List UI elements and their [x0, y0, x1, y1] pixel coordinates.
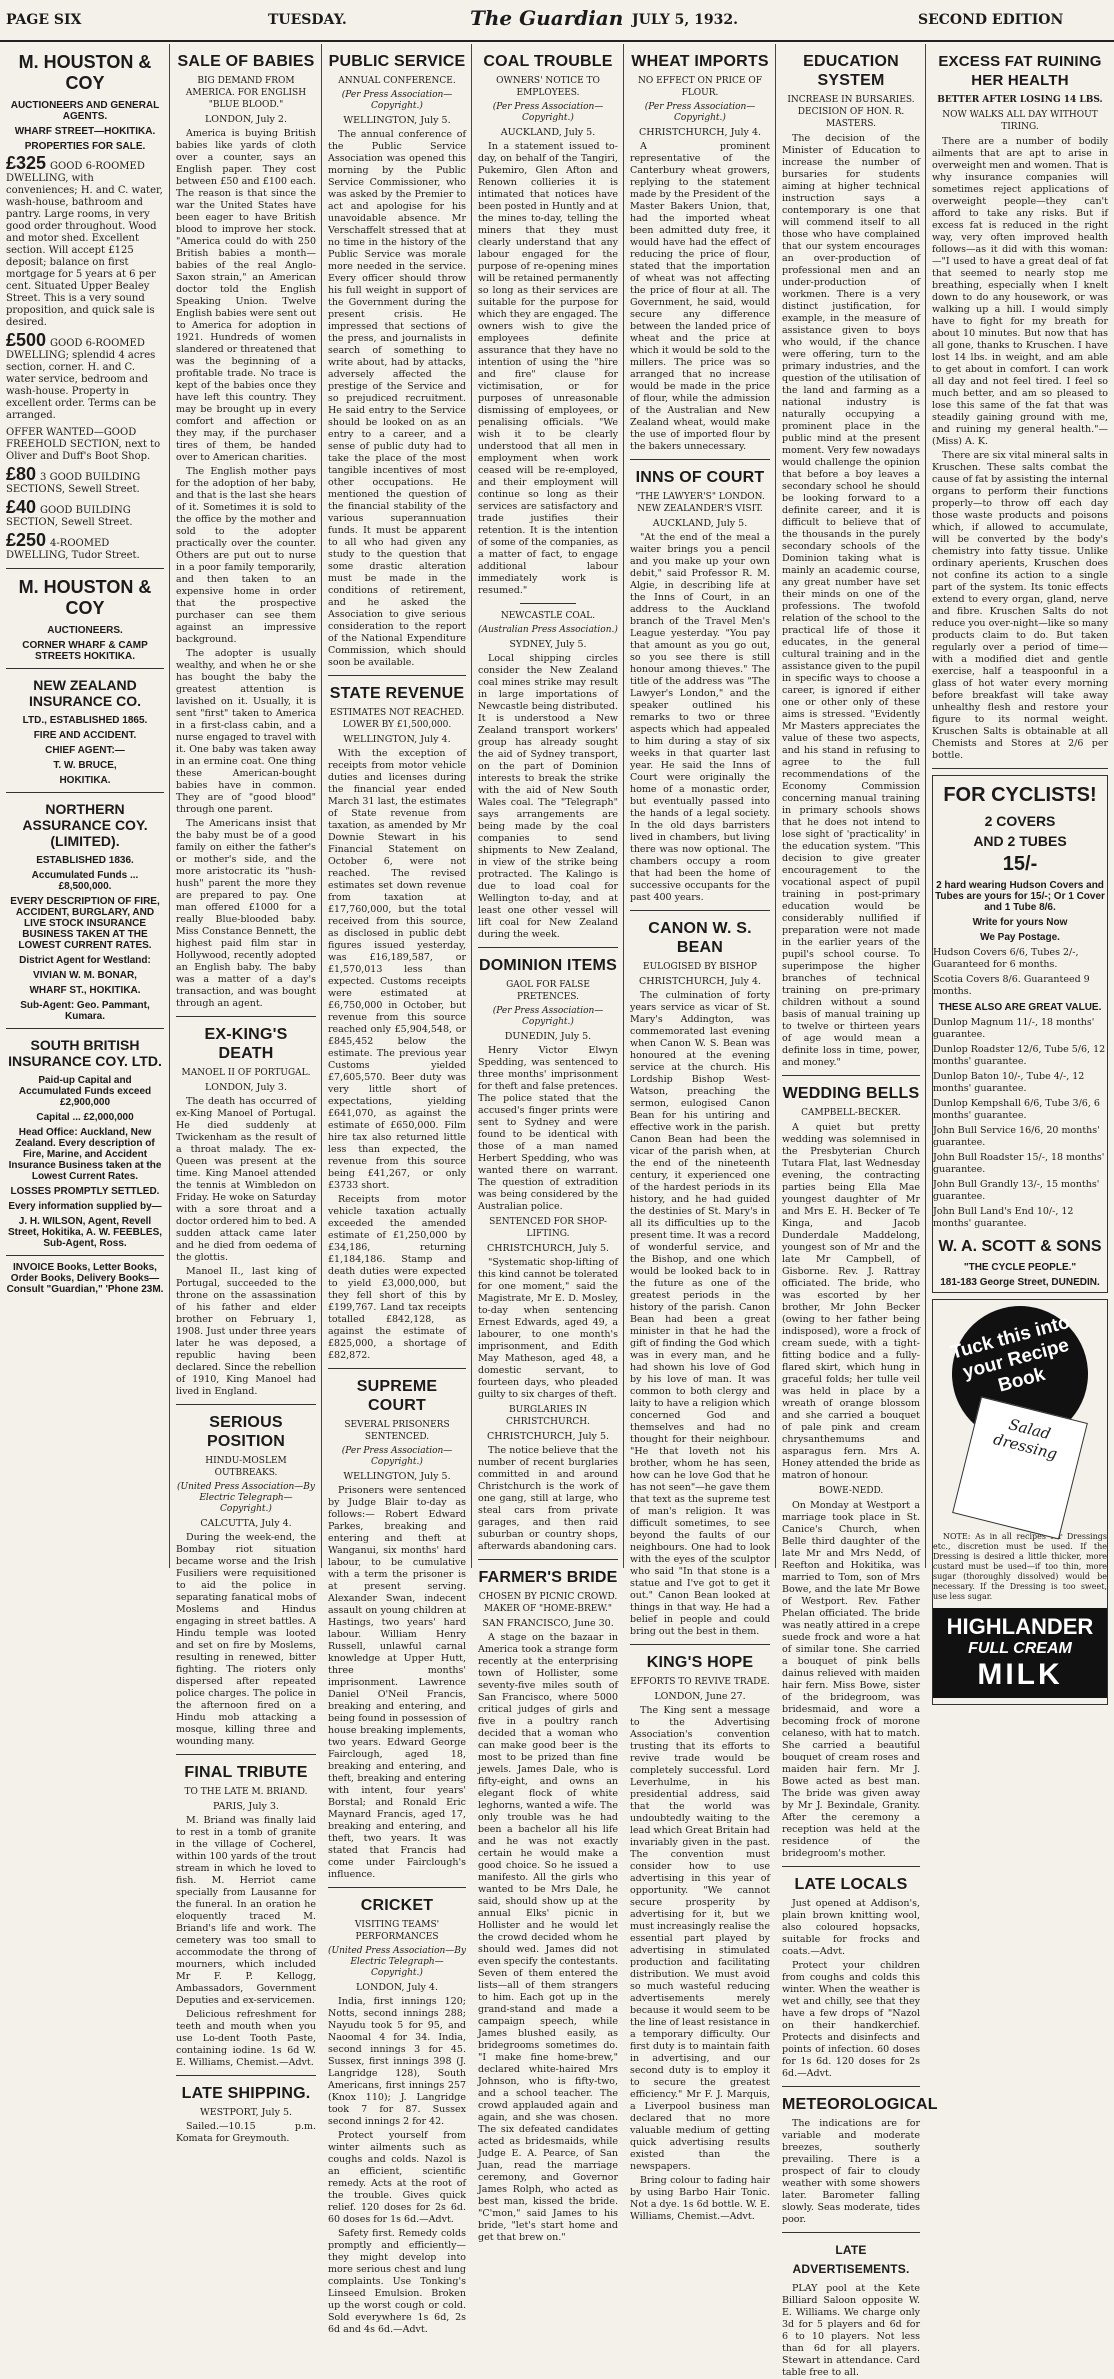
column-6: [776, 44, 938, 2378]
article-body: America is buying British babies like yards of cloth over a counter, says an English paper. They cost between £50 and £100 each. The reason is that since the war the United States have been eager to have British blood to improve her stock. "America could do with 250 British babies a month—babies of the real Anglo-Saxon strain," an American doctor told the English Speaking Union. Twelve English babies were sent out to America for adoption in 1921. Hundreds of women slandered or threatened that was the beginning of a profitable trade. No trace is kept of the babies once they have left this country. They may be brought up in every comfort and affection or they may, if the purchaser tires of them, be handed over to American charities.: [176, 128, 316, 463]
article-heading: SUPREME COURT: [356, 1378, 438, 1414]
highlander-milk: MILK: [977, 1658, 1063, 1691]
ad-text: THESE ALSO ARE GREAT VALUE.: [938, 1002, 1102, 1013]
article-body: The King sent a message to the Advertising Association's convention trusting that its efforts to revive trade would be completely successful. Lord Leverhulme, in his presidential address, said that the world was undoubtedly waiting to the lead which Great Britain had invariably given in the past. The convention must consider how to use advertising in this year of opportunity. "We cannot secure prosperity by advertising for it, but we must increasingly realise the essential part played by advertising in stimulated production and facilitating distribution. We must avoid so much wasteful reducing advertisements merely because it would seem to be the line of least resistance in a temporary difficulty. Our first duty is to maintain faith in advertising, and our second duty is to employ it to secure the greatest efficiency." Mr F. J. Marquis, a Liverpool business man declared that no more valuable medium of getting quick advertising results existed than the newspapers.: [630, 1705, 770, 2172]
price-item: Dunlop Roadster 12/6, Tube 5/6, 12 months' guarantee.: [933, 1044, 1106, 1067]
column-4: [472, 44, 624, 2243]
ad-text: VIVIAN W. M. BONAR,: [33, 970, 137, 981]
ad-text: 2 hard wearing Hudson Covers and Tubes are yours for 15/-; Or 1 Cover and 1 Tube 8/6.: [935, 880, 1105, 913]
press-credit: (Per Press Association— Copyright.): [644, 102, 756, 123]
ad-text: 181-183 George Street, DUNEDIN.: [940, 1277, 1100, 1288]
article-body: Receipts from motor vehicle taxation actually exceeded the amended estimate of £1,250,000 by £34,186, returning £1,184,186. Stamp and death duties were expected to yield £3,000,000, but they fell short of this by £199,767. Land tax receipts totalled £842,128, as against the estimate of £825,000, a shortage of £82,872.: [328, 1194, 466, 1361]
article-subheading: TO THE LATE M. BRIAND.: [184, 1787, 308, 1797]
property-text: GOOD 6-ROOMED DWELLING, with conveniences; H. and C. water, wash-house, bathroom and pantry. Large rooms, in very good order throughout. Wood and motor shed. Excellent section. Will accept £125 deposit; balance on first mortgage for 5 years at 6 per cent. Situated Upper Bealey Street. This is a very sound proposition, and quick sale is desired.: [6, 161, 163, 328]
ad-text: LOSSES PROMPTLY SETTLED.: [10, 1186, 160, 1197]
property-text: GOOD BUILDING SECTION, Sewell Street.: [6, 505, 133, 528]
price-item: John Bull Roadster 15/-, 18 months' guarantee.: [933, 1152, 1105, 1175]
article-heading: CANON W. S. BEAN: [648, 920, 752, 956]
article-body: The annual conference of the Public Service Association was opened this morning by the Public Service Commissioner, who was asked by the Premier to act and apologise for his unavoidable absence. Mr Verschaffelt stressed that at no time in the history of the Public Service was morale more needed in the service. Every officer should throw his full weight in support of the Government during the present crisis. He impressed that sections of the press, and journalists in search of something to write about, had by attacks, adversely affected the prestige of the Service and so prejudiced recruitment. He said entry to the Service should be looked on as an entry to a career, and a sense of public duty had to take the place of the most tangible incentives of most other occupations. He mentioned the question of the financial stability of the various superannuation funds. It must be apparent to all who had given any study to the question that some drastic alteration must be made in the conditions of retirement, and he asked the Association to give serious consideration to the report of the National Expenditure Commission, which should soon be available.: [328, 129, 466, 668]
dateline: CALCUTTA, July 4.: [200, 1518, 292, 1529]
column-3: [322, 44, 472, 2335]
article-body: The adopter is usually wealthy, and when he or she has bought the baby the greatest attention is lavished on it. Usually, it is sent "first" taken to America in a first-class cabin, and a nurse engaged to travel with it. One baby was taken away in an ermine coat. One thing these American-bought babies have in common. They are of "good blood" through one parent.: [176, 648, 316, 815]
property-price: £80: [6, 464, 37, 484]
ad-text: PROPERTIES FOR SALE.: [24, 141, 146, 152]
column-1: [0, 44, 170, 1568]
ad-text: AUCTIONEERS AND GENERAL AGENTS.: [10, 100, 160, 122]
masthead: [0, 0, 1114, 42]
ad-text: Paid-up Capital and Accumulated Funds exceed £2,900,000: [18, 1075, 152, 1108]
press-credit: (Per Press Association— Copyright.): [492, 102, 604, 123]
press-credit: (Per Press Association— Copyright.): [341, 90, 453, 111]
property-listing: [6, 497, 164, 529]
ad-text: WHARF STREET—HOKITIKA.: [14, 126, 156, 137]
ad-text: Capital ... £2,000,000: [36, 1112, 134, 1123]
article-body: The English mother pays for the adoption of her baby, and that is the last she hears of it. Sometimes it is sold to the office by the mother and sold to the adopter practically over the counter. Others are put out to nurse in a poor family temporarily, and then taken to an expensive home in order that the prospective purchaser can see them against an impressive background.: [176, 466, 316, 645]
property-listing: [6, 530, 164, 562]
press-credit: (Per Press Association— Copyright.): [341, 1446, 453, 1467]
article-subheading: SEVERAL PRISONERS SENTENCED.: [344, 1420, 450, 1442]
article-heading: WEDDING BELLS: [782, 1085, 920, 1102]
price-item: John Bull Service 16/6, 20 months' guarantee.: [933, 1125, 1100, 1148]
ad-price: 15/-: [1002, 853, 1038, 875]
article-subheading: ANNUAL CONFERENCE.: [338, 76, 456, 86]
article-heading: LATE SHIPPING.: [181, 2085, 311, 2102]
article-body: India, first innings 120; Notts, second innings 288; Nayudu took 5 for 95, and Naoomal 4 for 34. India, second innings 3 for 45. Sussex, first innings 398 (J. Langridge 128), South Americans, first innings 257 (Knox 110); J. Langridge took 7 for 87. Sussex second innings 2 for 42.: [328, 1996, 466, 2127]
press-credit: (United Press Association—By Electric Telegraph—Copyright.): [328, 1946, 466, 1978]
ad-text: T. W. BRUCE,: [53, 760, 117, 771]
south-british-heading: SOUTH BRITISH INSURANCE COY. LTD.: [8, 1037, 162, 1069]
article-subheading: BOWE-NEDD.: [818, 1486, 884, 1496]
highlander-brand: HIGHLANDER: [946, 1614, 1094, 1639]
article-heading: CRICKET: [360, 1897, 434, 1914]
issue-date: JULY 5, 1932.: [632, 12, 738, 28]
article-body: The Americans insist that the baby must be of a good family on either the father's or mother's side, and the more aristocratic its "hush-hush" parent the more they are prepared to pay. One man offered £1000 for a really Blue-blooded baby. Miss Constance Bennett, the highest paid film star in Hollywood, recently adopted an English baby. The baby was a matter of a day's transaction, and was bought through an agent.: [176, 818, 316, 1009]
article-body: "Systematic shop-lifting of this kind cannot be tolerated for one moment," said the Magistrate, Mr E. D. Mosley, to-day when sentencing Ernest Edwards, aged 49, a labourer, to one month's imprisonment, and Edith May Matheson, aged 48, a domestic servant, to fourteen days, who pleaded guilty to six charges of theft.: [478, 1257, 618, 1400]
article-heading: PUBLIC SERVICE: [328, 53, 466, 70]
article-heading: WHEAT IMPORTS: [631, 53, 769, 70]
dateline: WELLINGTON, July 5.: [343, 115, 451, 126]
article-body: The death has occurred of ex-King Manoel of Portugal. He died suddenly at Twickenham as the result of a throat malady. The ex-Queen was present at the time. King Manoel attended the tennis at Wimbledon on Friday. He woke on Saturday with a sore throat and a doctor ordered him to bed. A sudden attack came later and he died from oedema of the glottis.: [176, 1096, 316, 1263]
ad-text: Every information supplied by—: [8, 1201, 162, 1212]
article-subheading: SENTENCED FOR SHOP-LIFTING.: [489, 1217, 607, 1239]
cyclists-advert: [932, 775, 1108, 1293]
advert-text: Safety first. Remedy colds promptly and efficiently—they might develop into more serious chest and lung complaints. Use Tonking's Linseed Emulsion. Broken up the worst cough or cold. Sold everywhere 1s 6d, 2s 6d and 4s 6d.—Advt.: [328, 2228, 466, 2335]
property-text: 4-ROOMED DWELLING, Tudor Street.: [6, 538, 140, 561]
article-subheading: CAMPBELL-BECKER.: [801, 1108, 901, 1118]
article-subheading: EULOGISED BY BISHOP: [643, 962, 757, 972]
article-heading: SERIOUS POSITION: [206, 1414, 286, 1450]
article-heading: LATE LOCALS: [794, 1876, 908, 1893]
ad-text: ESTABLISHED 1836.: [36, 855, 134, 866]
property-listing: OFFER WANTED—GOOD FREEHOLD SECTION, next to Oliver and Duff's Boot Shop.: [6, 427, 161, 462]
ad-text: HOKITIKA.: [59, 775, 111, 786]
property-text: 3 GOOD BUILDING SECTIONS, Sewell Street.: [6, 472, 141, 495]
article-subheading: BURGLARIES IN CHRISTCHURCH.: [506, 1405, 590, 1427]
issue-day: TUESDAY.: [268, 12, 347, 28]
ad-text: 2 COVERS: [984, 813, 1056, 829]
ad-text: Head Office: Auckland, New Zealand. Every description of Fire, Marine, and Accident Insurance Business taken at the Lowest Current Rates.: [8, 1127, 162, 1182]
advert-text: There are six vital mineral salts in Kruschen. These salts combat the cause of fat by assisting the internal organs to perform their functions properly—to throw off each day those waste products and poisons which, if allowed to accumulate, will be converted by the body's chemistry into fatty tissue. Unlike ordinary aperients, Kruschen does not confine its action to a single part of the system. Its tonic effects extend to every organ, gland, nerve and fibre. Kruschen Salts do not reduce you over-night—like so many products claim to do. But taken regularly over a period of time—with a modified diet and gentle exercise, half a teaspoonful in a glass of hot water every morning before breakfast will take away unhealthy flesh and restore your figure to its normal weight. Kruschen Salts is obtainable at all Chemists and Stores at 2/6 per bottle.: [932, 450, 1108, 761]
article-body: A prominent representative of the Canterbury wheat growers, replying to the statement made by the President of the Master Bakers Union, that, had the imported wheat been admitted duty free, it would have had the effect of reducing the price of flour, stated that the importation of wheat was not affecting the price of flour at all. The Government, he said, would secure any difference between the landed price of wheat and the price at which it would be sold to the millers. The price was so arranged that no increase would be made in the price of flour, while the admission of the Australian and New Zealand wheat, would make the use of imported flour by the bakers unnecessary.: [630, 141, 770, 452]
column-2: [170, 44, 322, 2144]
article-body: In a statement issued to-day, on behalf of the Tangiri, Pukemiro, Glen Afton and Renown collieries it is intimated that notices have been posted in Huntly and at the mines to-day, telling the miners that they must clearly understand that any labour engaged for the purpose of re-opening mines will be retained permanently so long as their services are suitable for the purpose for which they are engaged. The owners wish to give the employees definite assurance that they have no intention of using the "hire and fire" clause for victimisation, or for purposes of unreasonable dismissing of employees, or penalising officials. "We wish it to be clearly understood that all men in employment when work ceased will be re-employed, and their employment will continue so long as their services are satisfactory and trade justifies their retention. It is the intention of some of the companies, as a matter of fact, to engage additional labour immediately work is resumed.": [478, 141, 618, 596]
price-item: Dunlop Kempshall 6/6, Tube 3/6, 6 months' guarantee.: [933, 1098, 1100, 1121]
article-body: Prisoners were sentenced by Judge Blair to-day as follows:— Robert Edward Parkes, breaking and entering and theft at Wanganui, six months' hard labour, to be cumulative with a term the prisoner is at present serving. Alexander Swan, indecent assault on young children at Hastings, two years' hard labour. William Henry Russell, unlawful carnal knowledge at Upper Hutt, three months' imprisonment. Lawrence Daniel O'Neil Francis, breaking and entering, and being found in possession of house breaking implements, two years. Edward George Fairclough, aged 18, breaking and entering, and theft, breaking and entering with intent, four years' Borstal; and Ronald Eric Maynard Francis, aged 17, breaking and entering, and theft, two years. It was stated that Francis had come under Fairclough's influence.: [328, 1485, 466, 1880]
article-subheading: NEWCASTLE COAL.: [500, 611, 596, 621]
article-subheading: GAOL FOR FALSE PRETENCES.: [506, 980, 590, 1002]
article-body: The notice believe that the number of recent burglaries committed in and around Christchurch is the work of one gang, still at large, who steal cars from private garages, and then raid suburban or country shops, afterwards abandoning cars.: [478, 1445, 618, 1552]
ad-text: CHIEF AGENT:—: [45, 745, 125, 756]
article-body: With the exception of receipts from motor vehicle duties and licenses during the financial year ended March 31 last, the estimates of State revenue from taxation, as amended by Mr Downie Stewart in his Financial Statement on October 6, were not reached. The revised estimates set down revenue from taxation at £17,760,000, but the total received from this source, as disclosed in public debt figures issued yesterday, was £16,189,587, or £1,570,013 less than expected. Customs receipts were estimated at £6,750,000 in October, but revenue from this source reached only £5,904,548, or £845,452 below the estimate. The previous year Customs yielded £7,605,570. Beer duty was very little short of expectations, yielding £641,070, as against the estimate of £650,000. Film hire tax also returned little less than expected, the revenue from this source being £41,267, or only £3733 short.: [328, 748, 466, 1191]
article-heading: FARMER'S BRIDE: [478, 1569, 618, 1586]
dateline: CHRISTCHURCH, July 5.: [486, 1243, 610, 1254]
price-item: Hudson Covers 6/6, Tubes 2/-, Guaranteed for 6 months.: [933, 947, 1079, 970]
property-listing: [6, 464, 164, 496]
advert-text: Bring colour to fading hair by using Barbo Hair Tonic. Not a dye. 1s 6d bottle. W. E. Williams, Chemist.—Advt.: [630, 2175, 770, 2222]
article-body: The decision of the Minister of Education to increase the number of bursaries for students aiming at higher technical instruction says a contemporary is one that will commend itself to all those who have complained that our system encourages an over-production of professional men and an under-production of workmen. There is a very distinct justification, for example, in the measure of assistance given to boys who would, if the chance were offering, turn to the primary industries, and the question of the utilisation of the land and farming as a national industry is naturally occupying a prominent place in the public mind at the present moment. Very few nowadays would challenge the opinion that before a boy leaves a secondary school he should be looking forward to a definite career, and it is difficult to believe that of the thousands in the purely secondary schools of the Dominion taking what is mainly an academic course, any great number have set their minds on one of the professions. The twofold relation of the school to the practical life of those it educates, in the general cultural training and in the assistance given to the pupil in specific ways to choose a career, is ignored if either one or other only of these aims is stressed. "Evidently Mr Masters appreciates the value of these two aspects, and his stand in refusing to agree to the full recommendations of the Economy Commission concerning manual training in primary schools shows that he does not intend to lose sight of 'practicality' in the education system. "This decision to give greater encouragement to the vocational aspect of pupil training in post-primary education would be considerably nullified if preparation were not made in the earlier years of the pupil's school course. To superimpose the higher branches of technical training on pre-primary children without a sound basis of manual training up to twelve or thirteen years of age would mean a definite loss in time, power, and money.": [782, 133, 920, 1068]
advert-text: Protect yourself from winter ailments such as coughs and colds. Nazol is an efficient, scientific remedy. Acts at the root of the trouble. Gives quick relief. 120 doses for 2s 6d. 60 doses for 1s 6d.—Advt.: [328, 2130, 466, 2225]
article-subheading: BETTER AFTER LOSING 14 LBS.: [937, 95, 1103, 105]
dateline: WELLINGTON, July 4.: [343, 734, 451, 745]
dateline: AUCKLAND, July 5.: [652, 518, 748, 529]
highlander-type: FULL CREAM: [968, 1640, 1072, 1657]
advert-text: Protect your children from coughs and colds this winter. When the weather is wet and chilly, see that they have a few drops of "Nazol on their handkerchief. Protects and disinfects and points of infection. 60 doses for 1s 6d. 120 doses for 2s 6d.—Advt.: [782, 1960, 920, 2079]
price-item: Dunlop Baton 10/-, Tube 4/-, 12 months' guarantee.: [933, 1071, 1085, 1094]
article-heading: COAL TROUBLE: [483, 53, 613, 70]
article-body: During the week-end, the Bombay riot situation became worse and the Irish Fusiliers were requisitioned to aid the police in separating fanatical mobs of Moslems and Hindus engaging in street battles. A Hindu temple was looted and set on fire by Moslems, resulting in renewed, bitter fighting. The rioters only dispersed after repeated police charges. The police in the afternoon fired on a Hindu mob attacking a mosque, killing three and wounding many.: [176, 1532, 316, 1747]
ad-text: "THE CYCLE PEOPLE.": [963, 1262, 1077, 1273]
article-body: M. Briand was finally laid to rest in a tomb of granite in the village of Cocherel, within 100 yards of the trout stream in which he loved to fish. M. Herriot came specially from Lausanne for the funeral. In an oration he eloquently traced M. Briand's life and work. The cemetery was too small to accommodate the throng of mourners, which included Mr F. P. Kellogg, Ambassadors, Government Deputies and ex-servicemen.: [176, 1815, 316, 2006]
press-credit: (Australian Press Association.): [478, 625, 618, 635]
article-body: The culmination of forty years service as vicar of St. Mary's Addington, was commemorated last evening when Canon W. S. Bean was honoured at the evening service at the church. His Lordship Bishop West-Watson, preaching the sermon, eulogised Canon Bean for his untiring and effective work in the parish. Canon Bean had been the vicar of the parish when, at the end of the nineteenth century, it experienced one of the hardest periods in its history, and he had guided the destinies of St. Mary's in all its difficulties up to the present time. It was a record of wonderful service, and the Bishop, and one which would be looked back to in the future as one of the greatest periods in the history of the parish. Canon Bean had been a great minister in that he had the gift of finding the God which was in every man, and he had shown his love of God by his love of man. It was common to both clergy and laity to have a religion which concerned God and themselves and had no thought for their neighbour. "He that loveth not his brother, whom he has seen, how can he love God that he has not seen"—he gave them that text as the supreme test of man's religion. It was difficult sometimes, to see beyond the faults of our neighbours. One had to look with the eyes of the sculptor who said "In that stone is a statue and I've got to get it out." Canon Bean looked at things in that way. He had a belief in people and could bring out the best in them.: [630, 990, 771, 1637]
ad-text: FIRE AND ACCIDENT.: [33, 730, 137, 741]
article-body: A stage on the bazaar in America took a strange form recently at the enterprising town of Hollister, some seventy-five miles south of San Francisco, where 5000 critical judges of girls and five in a poultry ranch decided that a woman who can make good beer is the most to be prized than fine jewels. James Dale, who is fifty-eight, and owns an elegant flock of white leghorns, wanted a wife. The only trouble was he had been a bachelor all his life and he was not exactly certain he would make a good choice. So he issued a manifesto. All the girls who wanted to be Mrs Dale, he said, should show up at the annual Elks' picnic in Hollister and he would let the crowd decided whom he should wed. James did not even specify the contestants. Seven of them entered the lists—all of them strangers to him. Each got up in the grand-stand and made a campaign speech, while James blushed easily, as bridegrooms sometimes do. "I make fine home-brew," declared white-haired Mrs Johnson, who is fifty-two, and a school teacher. The crowd applauded again and again, and she was chosen. The six defeated candidates acted as bridesmaids, while Judge E. A. Pearce, of San Juan, read the marriage ceremony, and Governor James Rolph, who acted as best man, kissed the bride. "C'mon," said James to his bride, "let's start home and get that brew on.": [478, 1632, 618, 2243]
article-body: Sailed.—10.15 p.m. Komata for Greymouth.: [176, 2121, 316, 2144]
article-body: On Monday at Westport a marriage took place in St. Canice's Church, when Belle third daughter of the late Mr and Mrs Nedd, of Reefton and Hokitika, was married to Tom, son of Mrs Bowe, and the late Mr Bowe of Westport. Rev. Father Phelan officiated. The bride was neatly attired in a crepe suede frock and wore a hat of similar tone. She carried a bouquet of pink bells dainus relieved with maiden hair fern. Miss Bowe, sister of the bridegroom, was bridesmaid, and wore a becoming frock of morone celaneso, with hat to match. She carried a beautiful bouquet of cream roses and maiden hair fern. Mr J. Bowe acted as best man. The bride was given away by Mr J. Bexindale, Granity. After the ceremony a reception was held at the residence of the bridegroom's mother.: [782, 1500, 920, 1859]
houston-heading-2: M. HOUSTON & COY: [18, 577, 152, 618]
ad-text: Sub-Agent: Geo. Pammant, Kumara.: [20, 1000, 150, 1022]
article-heading: STATE REVENUE: [329, 685, 465, 702]
article-subheading: CHOSEN BY PICNIC CROWD. MAKER OF "HOME-BREW.": [478, 1592, 618, 1614]
salad-card: Salad dressing: [952, 1396, 1088, 1539]
property-listing: [6, 330, 164, 422]
property-price: £500: [6, 330, 47, 350]
property-listing: [6, 153, 164, 329]
article-heading: EX-KING'S DEATH: [204, 1026, 288, 1062]
price-item: John Bull Grandly 13/-, 15 months' guarantee.: [933, 1179, 1100, 1202]
newspaper-title: The Guardian: [470, 6, 624, 30]
dateline: CHRISTCHURCH, July 4.: [638, 127, 762, 138]
ad-text: We Pay Postage.: [980, 932, 1060, 943]
ad-text: Write for yours Now: [972, 917, 1068, 928]
advert-text: PLAY pool at the Kete Billiard Saloon opposite W. E. Williams. We charge only 3d for 5 players and 6d for 6 to 10 players. Not less than 6d for all players. Stewart in attendance. Card table free to all.: [782, 2283, 920, 2378]
article-subheading: VISITING TEAMS' PERFORMANCES: [354, 1920, 440, 1942]
article-subheading: "THE LAWYER'S" LONDON. NEW ZEALANDER'S VISIT.: [635, 492, 765, 514]
dateline: SYDNEY, July 5.: [509, 639, 587, 650]
article-heading: INNS OF COURT: [635, 469, 765, 486]
dateline: LONDON, July 4.: [356, 1982, 438, 1993]
cyclists-heading: FOR CYCLISTS!: [943, 784, 1097, 806]
property-price: £250: [6, 530, 47, 550]
article-heading: KING'S HOPE: [646, 1654, 754, 1671]
ad-text: WHARF ST., HOKITIKA.: [29, 985, 141, 996]
article-subheading: OWNERS' NOTICE TO EMPLOYEES.: [496, 76, 600, 98]
advert-text: Just opened at Addison's, plain brown knitting wool, also coloured hopsacks, suitable for frocks and coats.—Advt.: [782, 1898, 920, 1957]
dateline: LONDON, July 3.: [205, 1082, 287, 1093]
recipe-note: NOTE: As in all recipes for Dressings etc., discretion must be used. If the Dressing is desired a little thicker, more custard must be used—if too thin, more sugar (thoroughly dissolved) would be necessary. If the Dressing is too sweet, use less sugar.: [933, 1532, 1107, 1601]
article-subheading: INCREASE IN BURSARIES. DECISION OF HON. R. MASTERS.: [787, 95, 915, 129]
ad-text: EVERY DESCRIPTION OF FIRE, ACCIDENT, BURGLARY, AND LIVE STOCK INSURANCE BUSINESS TAKEN AT THE LOWEST CURRENT RATES.: [10, 896, 160, 951]
houston-heading: M. HOUSTON & COY: [18, 52, 152, 93]
article-heading: LATE ADVERTISEMENTS.: [792, 2243, 910, 2276]
press-credit: (Per Press Association— Copyright.): [492, 1006, 604, 1027]
article-body: The indications are for variable and moderate breezes, southerly prevailing. There is a prospect of fair to cloudy weather with some showers later. Barometer falling slowly. Seas moderate, tides poor.: [782, 2118, 920, 2225]
ad-text: District Agent for Westland:: [19, 955, 151, 966]
article-heading: EDUCATION SYSTEM: [803, 53, 899, 89]
ad-text: CORNER WHARF & CAMP STREETS HOKITIKA.: [22, 640, 148, 662]
advert-text: Delicious refreshment for teeth and mouth when you use Lo-dent Tooth Paste, containing iodine. 1s 6d W. E. Williams, Chemist.—Advt.: [176, 2009, 316, 2068]
nz-insurance-heading: NEW ZEALAND INSURANCE CO.: [28, 677, 141, 709]
ad-text: J. H. WILSON, Agent, Revell Street, Hokitika, A. W. FEEBLES, Sub-Agent, Ross.: [7, 1216, 163, 1249]
article-body: Manoel II., last king of Portugal, succeeded to the throne on the assassination of his father and elder brother on February 1, 1908. Just under three years later he was deposed, a republic having been declared. Since the rebellion of 1910, King Manoel had lived in England.: [176, 1266, 316, 1397]
article-body: Henry Victor Elwyn Spedding, was sentenced to three months' imprisonment for theft and false pretences. The police stated that the accused's finger prints were sent to Sydney and were found to be identical with those of a man named Herbert Spedding, who was wanted there on warrant. The question of extradition was being considered by the Australian police.: [478, 1045, 618, 1212]
property-price: £40: [6, 497, 37, 517]
article-subheading: ESTIMATES NOT REACHED. LOWER BY £1,500,000.: [329, 708, 465, 730]
highlander-advert: [932, 1299, 1108, 1705]
dateline: LONDON, July 2.: [205, 114, 287, 125]
scott-heading: W. A. SCOTT & SONS: [938, 1238, 1102, 1255]
advert-text: There are a number of bodily ailments that are apt to arise in overweight men and women. That is why insurance companies will sometimes reject applications of overweight people—they can't afford to take any risks. But if excess fat is reduced in the right way, very often improved health follows—as it did with this woman:—"I used to have a great deal of fat that seemed to nearly stop me breathing, especially when I knelt down to do any housework, or was walking up a hill. I would simply have to fight for my breath for about 10 minutes. But now that has all gone, thanks to Kruschen. I have lost 14 lbs. in weight, and am able to get about in comfort. I can work all day and not feel tired. I feel so much better, and am so pleased to lose this same of the fat that was steadily gaining ground with me, and ruining my general health."—(Miss) A. K.: [932, 136, 1108, 447]
article-body: A quiet but pretty wedding was solemnised in the Presbyterian Church Tutara Flat, last Wednesday evening, the contracting parties being Ella Mae youngest daughter of Mr and Mrs E. H. Becker of Te Kinga, and Jacob Dunderdale Maddelong, youngest son of Mr and the late Mr Campbell, of Gisborne. Rev. J. Rattray officiated. The bride, who was escorted by her brother, Mr John Becker (owing to her father being indisposed), wore a frock of cream suede, with a tight-fitting bodice and a fully-flared skirt, which hung in graceful folds; her tulle veil was held in place by a wreath of orange blossom and she carried a bouquet of pale pink and cream chrysanthemums and asparagus fern. Mrs A. Honey attended the bride as matron of honour.: [782, 1122, 920, 1481]
dateline: LONDON, June 27.: [654, 1691, 746, 1702]
page-number: PAGE SIX: [6, 12, 82, 28]
article-body: "At the end of the meal a waiter brings you a pencil and you make up your own debit," said Professor R. M. Algie, in describing life at the Inns of Court, in an address to the Auckland branch of the Travel Men's League yesterday. "You pay that amount as you go out, so you see there is still honour among thieves." The title of the address was "The Lawyer's London," and the speaker outlined his remarks to two or three aspects which had appealed to him during a stay of six weeks in that quarter last year. He said the Inns of Court were originally the home of a monastic order, but eventually passed into the hands of a legal society. In the old days barristers lived in chambers, but living there was now optional. The chambers occupy a room that had been the home of successive occupants for the past 400 years.: [630, 532, 770, 903]
article-subheading: NO EFFECT ON PRICE OF FLOUR.: [638, 76, 762, 98]
price-item: Scotia Covers 8/6. Guaranteed 9 months.: [933, 974, 1090, 997]
price-item: Dunlop Magnum 11/-, 18 months' guarantee.: [933, 1017, 1095, 1040]
ad-text: Accumulated Funds ... £8,500,000.: [31, 870, 139, 892]
column-5: [624, 44, 776, 2222]
edition-label: SECOND EDITION: [918, 12, 1064, 28]
dateline: WELLINGTON, July 5.: [343, 1471, 451, 1482]
article-subheading: HINDU-MOSLEM OUTBREAKS.: [205, 1456, 287, 1478]
article-heading: SALE OF BABIES: [177, 53, 315, 70]
ad-text: AUCTIONEERS.: [47, 625, 123, 636]
article-subheading: NOW WALKS ALL DAY WITHOUT TIRING.: [942, 110, 1098, 132]
dateline: DUNEDIN, July 5.: [504, 1031, 592, 1042]
highlander-logo: [933, 1608, 1107, 1698]
dateline: CHRISTCHURCH, July 4.: [638, 976, 762, 987]
article-heading: DOMINION ITEMS: [479, 957, 617, 974]
article-subheading: BIG DEMAND FROM AMERICA. FOR ENGLISH "BLUE BLOOD.": [185, 76, 307, 110]
article-subheading: MANOEL II OF PORTUGAL.: [181, 1068, 311, 1078]
dateline: AUCKLAND, July 5.: [500, 127, 596, 138]
dateline: SAN FRANCISCO, June 30.: [482, 1618, 614, 1629]
article-heading: FINAL TRIBUTE: [184, 1764, 308, 1781]
dateline: WESTPORT, July 5.: [199, 2107, 293, 2118]
recipe-badge: Tuck this into your Recipe Book: [937, 1291, 1104, 1458]
article-subheading: EFFORTS TO REVIVE TRADE.: [630, 1677, 770, 1687]
price-item: John Bull Land's End 10/-, 12 months' guarantee.: [933, 1206, 1074, 1229]
dateline: PARIS, July 3.: [213, 1801, 279, 1812]
dateline: CHRISTCHURCH, July 5.: [486, 1431, 610, 1442]
kruschen-heading: EXCESS FAT RUINING HER HEALTH: [938, 53, 1102, 89]
press-credit: (United Press Association—By Electric Telegraph—Copyright.): [177, 1482, 315, 1514]
column-7: [926, 44, 1114, 1691]
ad-text: INVOICE Books, Letter Books, Order Books, Delivery Books—Consult "Guardian," 'Phone 23M.: [6, 1262, 164, 1295]
property-text: GOOD 6-ROOMED DWELLING; splendid 4 acres section, corner. H. and C. water service, bedroom and wash-house. Property in excellent order. Terms can be arranged.: [6, 338, 157, 421]
article-heading: METEOROLOGICAL: [782, 2096, 938, 2113]
property-price: £325: [6, 153, 47, 173]
ad-text: AND 2 TUBES: [973, 833, 1067, 849]
northern-assurance-heading: NORTHERN ASSURANCE COY. (LIMITED).: [22, 801, 148, 849]
article-body: Local shipping circles consider the New Zealand coal mines strike may result in large importations of Newcastle being distributed. It is understood a New Zealand transport workers' group has already sought the aid of Sydney transport, on the part of Dominion interests to break the strike with the aid of New South Wales coal. The "Telegraph" says arrangements are being made by the coal companies to send shipments to New Zealand, in view of the strike being protracted. The Kalingo is due to load coal for Wellington to-day, and at least one other vessel will lift coal for New Zealand during the week.: [478, 653, 618, 940]
ad-text: LTD., ESTABLISHED 1865.: [22, 715, 148, 726]
